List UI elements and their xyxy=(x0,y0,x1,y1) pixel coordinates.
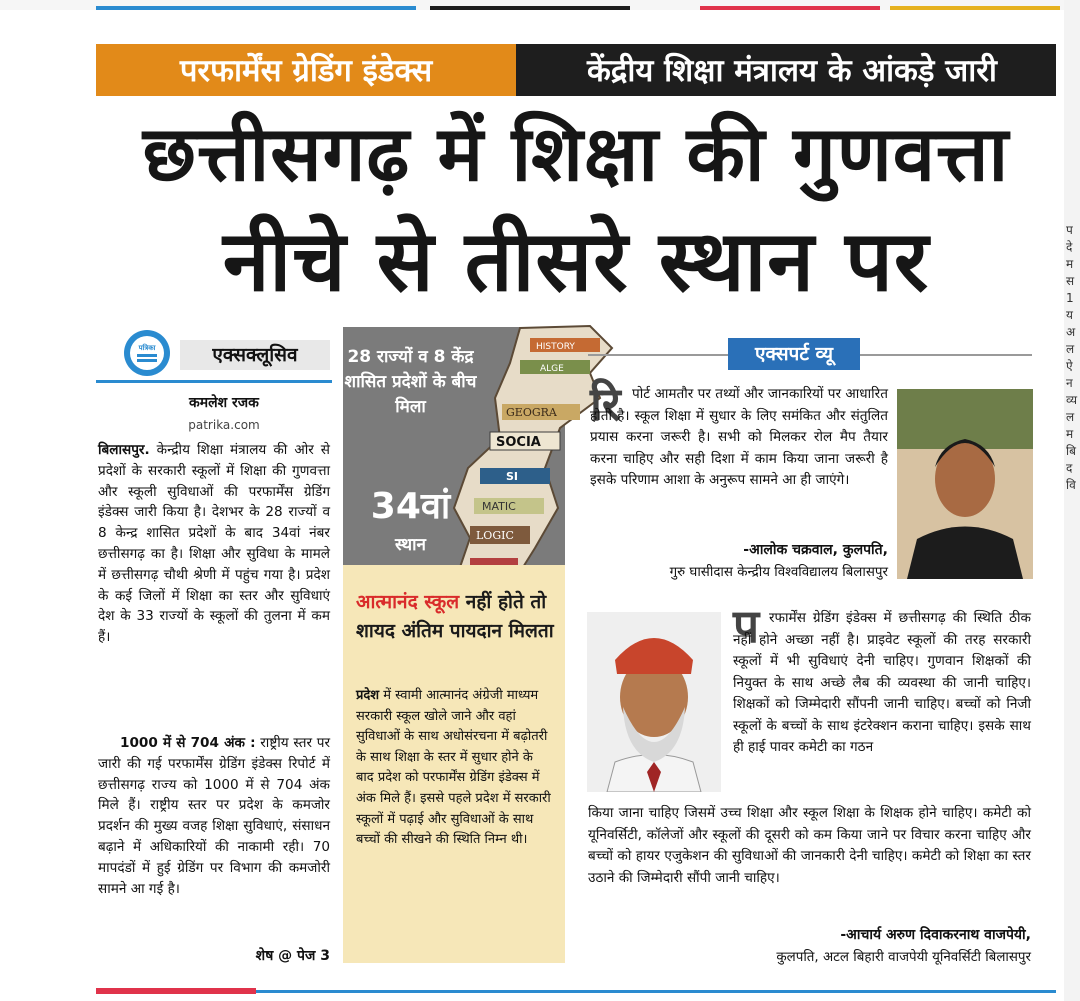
yellow-box-heading xyxy=(356,588,556,646)
rank-box-text: 28 राज्यों व 8 केंद्र शासित प्रदेशों के बीच मिला xyxy=(344,347,477,417)
left-section-rule xyxy=(96,380,332,383)
left-paragraph-1-text: केन्द्रीय शिक्षा मंत्रालय की ओर से प्रदेशों के सरकारी स्कूलों में शिक्षा की गुणवत्ता और स्कूली सुविधाओं की परफार्मेंस ग्रेडिंग इंडेक्स जारी किया है। देशभर के 28 राज्यों व 8 केन्द्र शासित प्रदेशों के बाद 34वां नंबर छत्तीसगढ़ का है। शिक्षा और सुविधा के मामले में छत्तीसगढ़ चौथी श्रेणी में पहुंच गया है। प्रदेश के कई जिलों में शिक्षा का स्तर और सुविधाएं देश के 33 राज्यों के स्कूलों की तुलना में कम हैं। xyxy=(98,442,330,646)
quote2-body-top: रफार्मेंस ग्रेडिंग इंडेक्स में छत्तीसगढ़ की स्थिति ठीक नहीं होने अच्छा नहीं है। प्राइवेट स्कूलों की तरह सरकारी स्कूलों में भी सुविधाएं देनी चाहिए। गुणवान शिक्षकों की नियुक्त के साथ अच्छे लैब की व्यवस्था की जानी चाहिए। शिक्षकों को जिम्मेदारी सौंपनी जानी चाहिए। बच्चों को निजी स्कूलों के बच्चों के साथ इंटरेक्शन कराना चाहिए। इसके साथ ही हाई पावर कमेटी का गठन xyxy=(733,610,1031,755)
yellow-box-heading-highlight: आत्मानंद स्कूल xyxy=(356,591,460,613)
quote2-dropcap: प xyxy=(733,599,760,653)
portrait-photo-1 xyxy=(897,389,1033,579)
dateline: बिलासपुर. xyxy=(98,442,150,458)
rank-suffix: स्थान xyxy=(395,535,426,555)
yellow-box-heading-rest: नहीं होते तो शायद अंतिम पायदान मिलता xyxy=(356,591,554,642)
header-tag: परफार्मेंस ग्रेडिंग इंडेक्स xyxy=(96,44,516,96)
bottom-red-strip xyxy=(96,988,256,994)
quote1-body: पोर्ट आमतौर पर तथ्यों और जानकारियों पर आधारित होती है। स्कूल शिक्षा में सुधार के लिए समंकित और संतुलित प्रयास करना जरूरी है। सभी को मिलकर रोल मैप तैयार करना चाहिए और सही दिशा में काम किया जाना जरूरी है इसके परिणाम आशा के अनुरूप सामने आ ही जाएंगे। xyxy=(590,386,888,488)
expert-rule-left xyxy=(588,354,728,356)
exclusive-label: एक्सक्लूसिव xyxy=(180,340,330,370)
map-word-7: LOGIC xyxy=(476,529,514,542)
left-paragraph-2 xyxy=(98,733,330,899)
quote1-signature: -आलोक चक्रवाल, कुलपति, xyxy=(743,542,888,558)
logo-line xyxy=(137,354,157,357)
top-strip-blue xyxy=(96,6,416,10)
map-word-5: SI xyxy=(506,470,519,483)
left-paragraph-2-text: राष्ट्रीय स्तर पर जारी की गई परफार्मेंस ग्रेडिंग इंडेक्स रिपोर्ट में छत्तीसगढ़ राज्य को 1000 में से 704 अंक मिले हैं। राष्ट्रीय स्तर पर प्रदेश के कमजोर प्रदर्शन की मुख्य वजह शिक्षा सुविधाएं, संसाधन बढ़ाने में अधिकारियों की नाकामी रही। 70 मापदंडों में हुई ग्रेडिंग पर विभाग की कमजोरी सामने आ गई है। xyxy=(98,735,331,897)
map-word-2: ALGE xyxy=(540,364,564,374)
headline-line-2: नीचे से तीसरे स्थान पर xyxy=(222,212,930,310)
site-name: patrika.com xyxy=(188,418,260,432)
top-strip xyxy=(0,0,1080,10)
portrait-photo-2 xyxy=(587,612,721,792)
newspaper-icon xyxy=(130,336,164,370)
map-word-1: HISTORY xyxy=(536,342,575,352)
expert-rule-right xyxy=(860,354,1032,356)
map-word-6: MATIC xyxy=(482,500,516,513)
portrait-1-image xyxy=(897,389,1033,579)
rank-number: 34वां xyxy=(370,486,451,527)
portrait-2-image xyxy=(587,612,721,792)
quote1-dropcap: रि xyxy=(590,377,621,431)
yellow-box-text: में स्वामी आत्मानंद अंग्रेजी माध्यम सरकारी स्कूल खोले जाने और वहां सुविधाओं के साथ अधोसंरचना में बढ़ोतरी के साथ शिक्षा के स्तर में सुधार होने के बाद प्रदेश को परफार्मेंस ग्रेडिंग इंडेक्स में अंक मिले हैं। इससे पहले प्रदेश में सरकारी स्कूलों में पढ़ाई और सुविधाओं के साथ बच्चों की सीखने की स्थिति निम्न थी। xyxy=(356,688,551,848)
expert-view-label: एक्सपर्ट व्यू xyxy=(728,338,860,370)
patrika-logo xyxy=(124,330,170,376)
top-strip-red xyxy=(700,6,880,10)
map-word-4: SOCIA xyxy=(496,435,541,450)
adjacent-page-text: प दे म स 1 य अ ल ऐ न व्य ल म बि द वि xyxy=(1066,223,1078,492)
yellow-box-body xyxy=(356,686,554,851)
yellow-box-lead: प्रदेश xyxy=(356,688,380,703)
adjacent-page-edge xyxy=(1064,0,1080,1001)
quote1-affiliation: गुरु घासीदास केन्द्रीय विश्वविद्यालय बिलासपुर xyxy=(669,565,888,580)
left-paragraph-1 xyxy=(98,440,330,648)
byline: कमलेश रजक xyxy=(189,395,259,411)
subhead-score: 1000 में से 704 अंक : xyxy=(120,735,256,751)
headline-line-1: छत्तीसगढ़ में शिक्षा की गुणवत्ता xyxy=(142,109,1010,198)
map-word-3: GEOGRA xyxy=(506,406,557,419)
top-strip-dark xyxy=(430,6,630,10)
quote2-signature: -आचार्य अरुण दिवाकरनाथ वाजपेयी, xyxy=(840,927,1031,943)
header-strap: केंद्रीय शिक्षा मंत्रालय के आंकड़े जारी xyxy=(587,53,997,89)
quote2-affiliation: कुलपति, अटल बिहारी वाजपेयी यूनिवर्सिटी बिलासपुर xyxy=(776,950,1031,965)
continued-note: शेष @ पेज 3 xyxy=(255,948,330,964)
logo-text: पत्रिका xyxy=(138,343,156,352)
quote2-body-bottom: किया जाना चाहिए जिसमें उच्च शिक्षा और स्कूल शिक्षा के शिक्षक होने चाहिए। कमेटी को यूनिवर्सिटी, कॉलेजों और स्कूलों की दूसरी को कम किया जाने पर विचार करना चाहिए और बच्चों को हायर एजुकेशन की सुविधाओं की जानकारी देनी चाहिए। कमेटी को शिक्षा का स्तर उठाने की जिम्मेदारी सौंपी जानी चाहिए। xyxy=(588,805,1031,886)
logo-line xyxy=(137,359,157,362)
top-strip-yellow xyxy=(890,6,1060,10)
